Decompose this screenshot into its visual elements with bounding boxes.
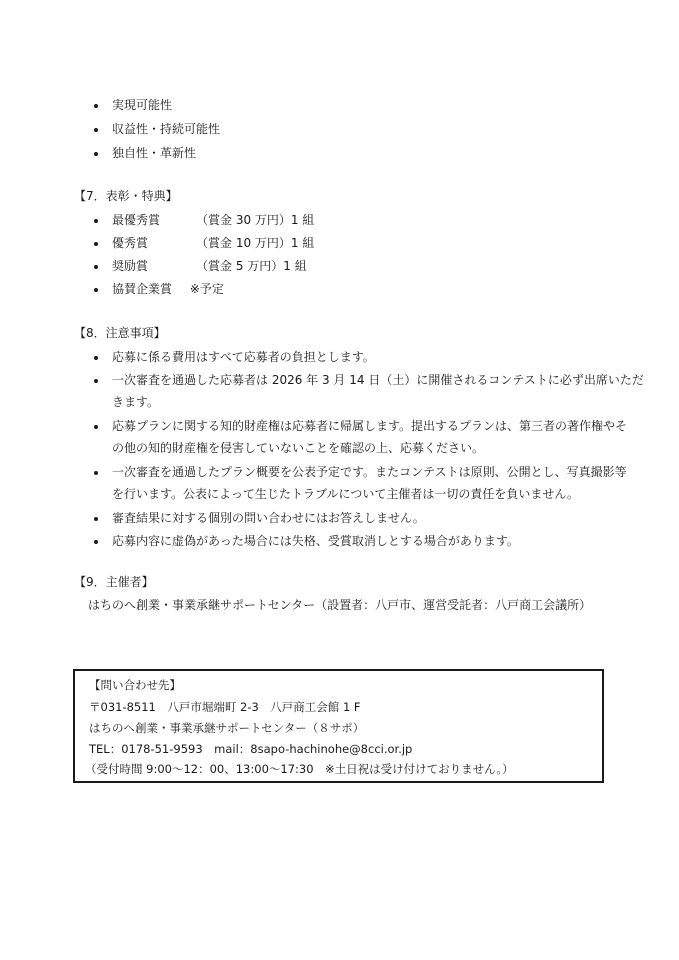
award-item: [112, 283, 224, 295]
award-item: [112, 213, 315, 227]
organizer-text: はちのへ創業・事業承継サポートセンター（設置者：八戸市、運営受託者：八戸商工会議所）: [88, 598, 592, 612]
note-text: 応募プランに関する知的財産権は応募者に帰属します。提出するプランは、第三者の著作権やそ: [112, 419, 628, 433]
award-name: 優秀賞: [112, 236, 149, 250]
award-name: 最優秀賞: [112, 213, 161, 227]
award-name: 協賛企業賞: [112, 282, 173, 296]
bullet-icon: [94, 265, 98, 269]
contact-tel-mail: TEL：0178-51-9593 mail：8sapo-hachinohe@8cci.or.jp: [89, 742, 413, 756]
award-detail: ※予定: [189, 282, 224, 296]
contact-center: はちのへ創業・事業承継サポートセンター（８サポ）: [89, 721, 365, 735]
criteria-item: 実現可能性: [112, 98, 173, 112]
criteria-item: 収益性・持続可能性: [112, 122, 221, 136]
award-detail: （賞金 5 万円）1 組: [196, 259, 307, 273]
award-detail: （賞金 10 万円）1 組: [196, 236, 315, 250]
bullet-icon: [94, 104, 98, 108]
note-text-continued: を行います。公表によって生じたトラブルについて主催者は一切の責任を負いません。: [112, 487, 580, 501]
bullet-icon: [94, 425, 98, 429]
note-text: 審査結果に対する個別の問い合わせにはお答えしません。: [112, 511, 425, 525]
award-detail: （賞金 30 万円）1 組: [196, 213, 315, 227]
bullet-icon: [94, 379, 98, 383]
bullet-icon: [94, 517, 98, 521]
bullet-icon: [94, 471, 98, 475]
note-text: 応募内容に虚偽があった場合には失格、受賞取消しとする場合があります。: [112, 534, 519, 548]
bullet-icon: [94, 356, 98, 360]
award-item: [112, 236, 315, 250]
bullet-icon: [94, 540, 98, 544]
contact-address: 〒031-8511 八戸市堀端町 2-3 八戸商工会館 1 F: [89, 700, 361, 714]
bullet-icon: [94, 242, 98, 246]
section-heading-organizer: 【9．主催者】: [74, 575, 154, 589]
note-text-continued: きます。: [112, 395, 160, 409]
bullet-icon: [94, 288, 98, 292]
note-text-continued: の他の知的財産権を侵害していないことを確認の上、応募ください。: [112, 441, 485, 455]
award-name: 奨励賞: [112, 259, 149, 273]
section-heading-awards: 【7．表彰・特典】: [74, 189, 178, 203]
bullet-icon: [94, 219, 98, 223]
section-heading-notes: 【8．注意事項】: [74, 326, 166, 340]
criteria-item: 独自性・革新性: [112, 146, 197, 160]
contact-heading: 【問い合わせ先】: [89, 678, 181, 692]
note-text: 一次審査を通過した応募者は 2026 年 3 月 14 日（土）に開催されるコンテストに必ず出席いただ: [112, 373, 644, 387]
contact-box: [73, 669, 604, 783]
contact-hours: （受付時間 9:00～12：00、13:00～17:30 ※土日祝は受け付けておりません。）: [85, 762, 514, 776]
bullet-icon: [94, 152, 98, 156]
note-text: 一次審査を通過したプラン概要を公表予定です。またコンテストは原則、公開とし、写真撮影等: [112, 465, 627, 479]
award-item: [112, 259, 307, 273]
bullet-icon: [94, 128, 98, 132]
note-text: 応募に係る費用はすべて応募者の負担とします。: [112, 350, 375, 364]
